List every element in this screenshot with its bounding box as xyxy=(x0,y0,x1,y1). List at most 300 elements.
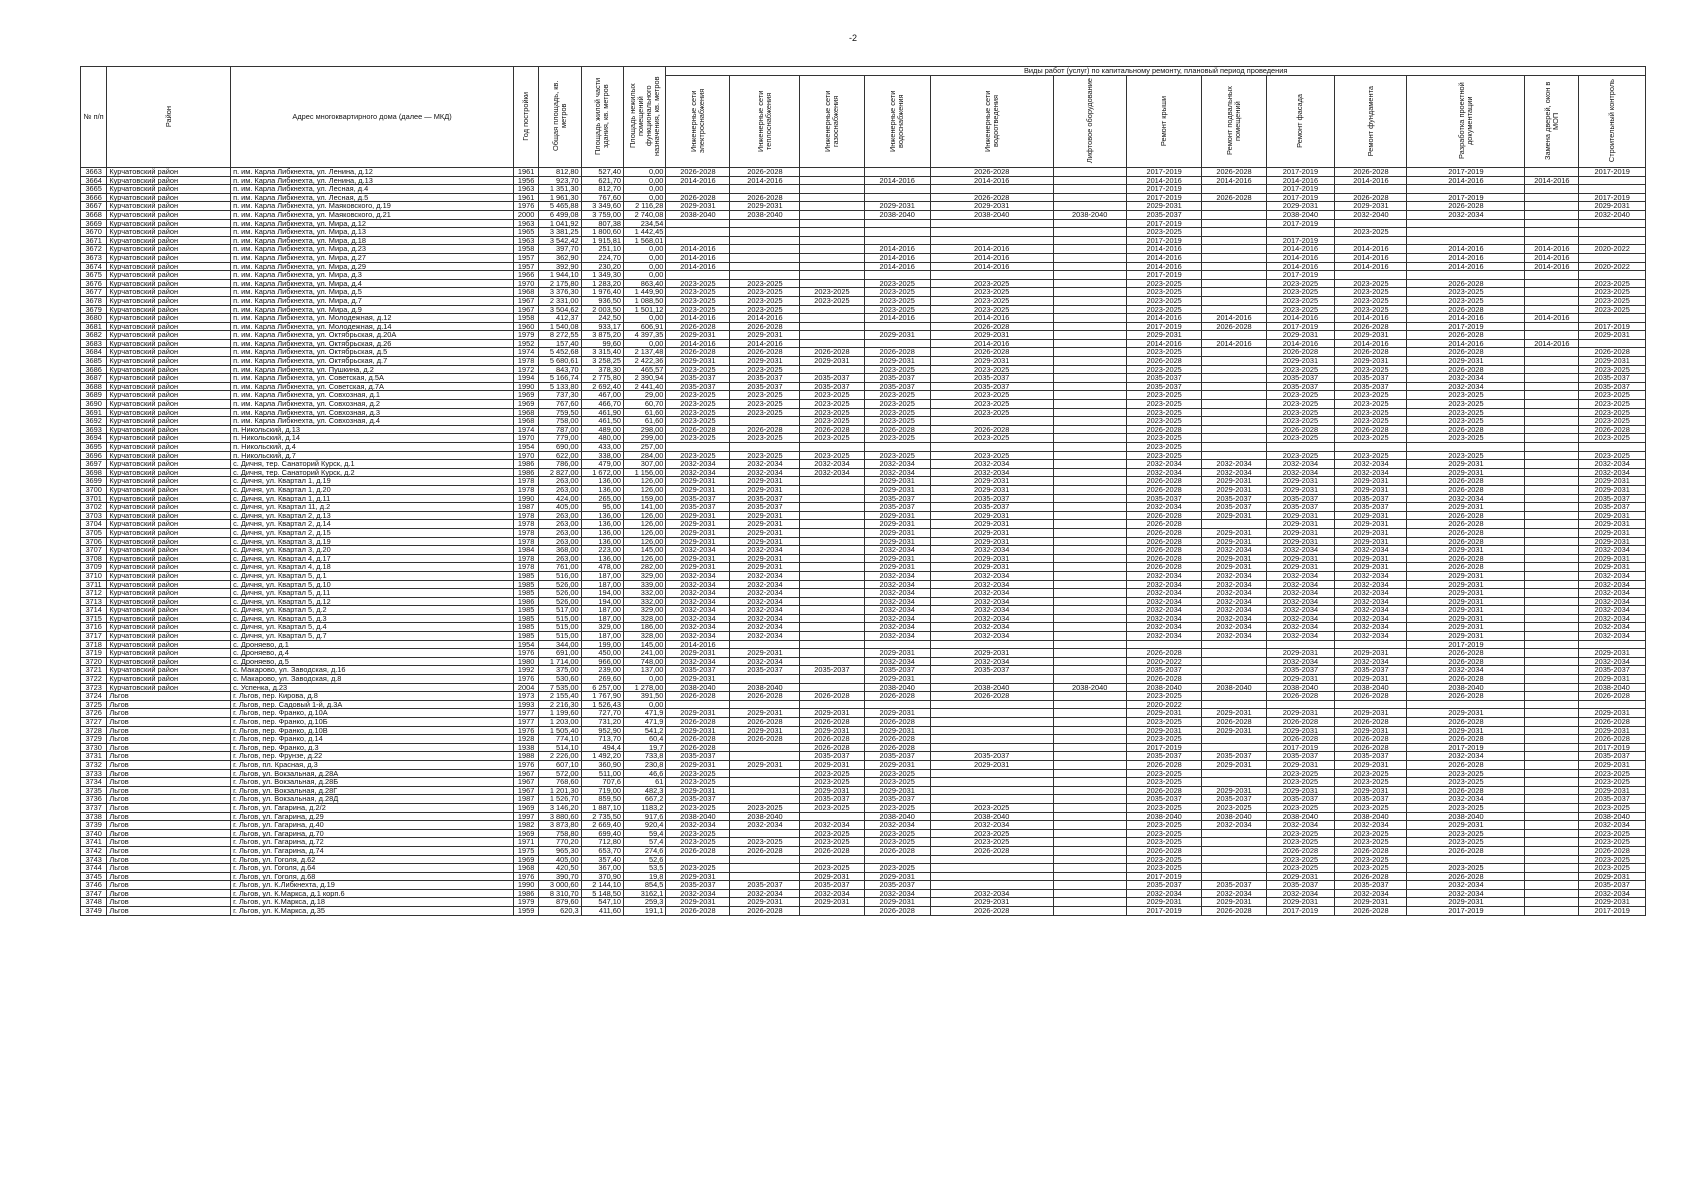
cell-work-period: 2029-2031 xyxy=(864,511,930,520)
cell-total-area: 2 216,30 xyxy=(539,700,581,709)
cell-work-period xyxy=(930,855,1053,864)
cell-work-period: 2029-2031 xyxy=(1266,554,1335,563)
cell-work-period: 2032-2034 xyxy=(730,546,800,555)
cell-work-period: 2026-2028 xyxy=(1579,692,1646,701)
cell-work-period xyxy=(930,640,1053,649)
cell-work-period: 2023-2025 xyxy=(666,838,730,847)
cell-work-period xyxy=(930,709,1053,718)
header-work-type-label: Ремонт крыши xyxy=(1159,95,1169,146)
cell-work-period: 2032-2034 xyxy=(730,614,800,623)
cell-work-period: 2026-2028 xyxy=(1202,193,1266,202)
table-row xyxy=(81,872,1646,881)
cell-work-period xyxy=(1525,443,1579,452)
cell-work-period xyxy=(930,786,1053,795)
cell-address: с. Дроняево, д.1 xyxy=(231,640,514,649)
cell-work-period xyxy=(1525,348,1579,357)
cell-work-period xyxy=(1202,846,1266,855)
cell-work-period: 2014-2016 xyxy=(666,176,730,185)
cell-work-period: 2026-2028 xyxy=(1266,735,1335,744)
cell-work-period xyxy=(800,511,864,520)
cell-work-period xyxy=(800,443,864,452)
cell-district: Курчатовский район xyxy=(107,537,231,546)
cell-address: г. Льгов, ул. Гагарина, д.72 xyxy=(231,838,514,847)
cell-work-period: 2014-2016 xyxy=(1335,176,1407,185)
header-work-type xyxy=(930,76,1053,168)
cell-work-period xyxy=(1053,666,1126,675)
cell-year: 1970 xyxy=(514,451,539,460)
cell-work-period xyxy=(800,528,864,537)
cell-address: с. Дичня, ул. Квартал 1, д.19 xyxy=(231,477,514,486)
cell-num: 3688 xyxy=(81,382,107,391)
cell-year: 1985 xyxy=(514,623,539,632)
cell-work-period xyxy=(1525,580,1579,589)
table-row xyxy=(81,485,1646,494)
table-row xyxy=(81,709,1646,718)
cell-living-area: 933,17 xyxy=(581,322,623,331)
cell-living-area: 367,00 xyxy=(581,864,623,873)
cell-total-area: 8 310,70 xyxy=(539,889,581,898)
cell-year: 1978 xyxy=(514,554,539,563)
cell-work-period: 2026-2028 xyxy=(1202,907,1266,916)
cell-work-period: 2023-2025 xyxy=(930,829,1053,838)
cell-work-period xyxy=(800,262,864,271)
cell-work-period: 2023-2025 xyxy=(1126,400,1202,409)
cell-work-period: 2029-2031 xyxy=(666,726,730,735)
cell-work-period: 2023-2025 xyxy=(1126,408,1202,417)
cell-work-period: 2029-2031 xyxy=(1407,821,1525,830)
cell-work-period: 2026-2028 xyxy=(1407,735,1525,744)
cell-work-period xyxy=(1053,786,1126,795)
cell-district: Курчатовский район xyxy=(107,348,231,357)
table-row xyxy=(81,563,1646,572)
cell-work-period: 2023-2025 xyxy=(666,408,730,417)
cell-work-period: 2029-2031 xyxy=(864,649,930,658)
table-row xyxy=(81,193,1646,202)
cell-num: 3723 xyxy=(81,683,107,692)
cell-work-period: 2029-2031 xyxy=(1579,357,1646,366)
cell-work-period xyxy=(1053,451,1126,460)
cell-work-period: 2032-2034 xyxy=(1579,606,1646,615)
cell-year: 1963 xyxy=(514,219,539,228)
cell-total-area: 263,00 xyxy=(539,477,581,486)
cell-nonliving-area: 1 568,01 xyxy=(623,236,665,245)
cell-work-period xyxy=(1053,881,1126,890)
cell-work-period xyxy=(1335,271,1407,280)
cell-work-period: 2014-2016 xyxy=(1202,314,1266,323)
cell-work-period: 2032-2034 xyxy=(1266,468,1335,477)
cell-work-period xyxy=(1202,872,1266,881)
cell-work-period: 2017-2019 xyxy=(1126,185,1202,194)
table-row xyxy=(81,752,1646,761)
cell-work-period xyxy=(930,864,1053,873)
cell-address: п. им. Карла Либкнехта, ул. Октябрьская, д.26 xyxy=(231,339,514,348)
cell-work-period: 2032-2034 xyxy=(1407,889,1525,898)
cell-work-period xyxy=(730,675,800,684)
cell-living-area: 1 526,43 xyxy=(581,700,623,709)
header-work-type xyxy=(730,76,800,168)
cell-work-period: 2014-2016 xyxy=(1525,176,1579,185)
cell-year: 1985 xyxy=(514,571,539,580)
cell-work-period: 2023-2025 xyxy=(1335,400,1407,409)
cell-work-period xyxy=(800,606,864,615)
cell-work-period xyxy=(1053,752,1126,761)
cell-work-period: 2023-2025 xyxy=(1579,451,1646,460)
cell-work-period xyxy=(1202,331,1266,340)
cell-work-period: 2029-2031 xyxy=(930,485,1053,494)
cell-work-period: 2029-2031 xyxy=(1335,898,1407,907)
cell-work-period xyxy=(864,700,930,709)
cell-work-period: 2029-2031 xyxy=(1407,503,1525,512)
cell-work-period xyxy=(666,855,730,864)
cell-num: 3683 xyxy=(81,339,107,348)
cell-year: 1990 xyxy=(514,494,539,503)
cell-work-period: 2032-2034 xyxy=(1335,623,1407,632)
cell-district: Курчатовский район xyxy=(107,262,231,271)
cell-nonliving-area: 59,4 xyxy=(623,829,665,838)
cell-work-period: 2026-2028 xyxy=(1126,537,1202,546)
cell-nonliving-area: 1 156,00 xyxy=(623,468,665,477)
cell-num: 3682 xyxy=(81,331,107,340)
cell-work-period: 2017-2019 xyxy=(1126,872,1202,881)
cell-work-period xyxy=(1525,778,1579,787)
cell-work-period: 2023-2025 xyxy=(1126,228,1202,237)
cell-work-period: 2032-2034 xyxy=(730,589,800,598)
cell-work-period xyxy=(666,700,730,709)
cell-work-period: 2032-2034 xyxy=(1126,468,1202,477)
cell-work-period: 2035-2037 xyxy=(1579,795,1646,804)
table-row xyxy=(81,417,1646,426)
cell-work-period: 2032-2034 xyxy=(1407,382,1525,391)
cell-work-period: 2032-2034 xyxy=(1266,589,1335,598)
cell-work-period: 2032-2034 xyxy=(1202,580,1266,589)
cell-living-area: 3 759,00 xyxy=(581,210,623,219)
cell-work-period: 2029-2031 xyxy=(1579,477,1646,486)
cell-work-period xyxy=(730,640,800,649)
cell-work-period xyxy=(1202,675,1266,684)
table-row xyxy=(81,460,1646,469)
cell-district: Курчатовский район xyxy=(107,503,231,512)
cell-address: с. Дичня, ул. Квартал 3, д.19 xyxy=(231,537,514,546)
table-header xyxy=(81,67,1646,168)
cell-address: с. Макарово, ул. Заводская, д.8 xyxy=(231,675,514,684)
cell-work-period: 2029-2031 xyxy=(1407,357,1525,366)
cell-district: Курчатовский район xyxy=(107,417,231,426)
cell-work-period: 2032-2034 xyxy=(1407,795,1525,804)
cell-work-period: 2035-2037 xyxy=(930,494,1053,503)
cell-work-period xyxy=(1407,271,1525,280)
cell-work-period xyxy=(1053,477,1126,486)
cell-total-area: 843,70 xyxy=(539,365,581,374)
cell-address: с. Дичня, ул. Квартал 1, д.20 xyxy=(231,485,514,494)
cell-nonliving-area: 339,00 xyxy=(623,580,665,589)
cell-work-period: 2032-2034 xyxy=(930,580,1053,589)
cell-district: Курчатовский район xyxy=(107,443,231,452)
cell-total-area: 515,00 xyxy=(539,623,581,632)
cell-year: 1963 xyxy=(514,185,539,194)
cell-year: 1971 xyxy=(514,838,539,847)
cell-work-period: 2023-2025 xyxy=(730,400,800,409)
cell-work-period xyxy=(1053,485,1126,494)
table-row xyxy=(81,786,1646,795)
table-row xyxy=(81,314,1646,323)
cell-work-period: 2026-2028 xyxy=(1407,846,1525,855)
cell-num: 3741 xyxy=(81,838,107,847)
table-row xyxy=(81,795,1646,804)
header-work-type xyxy=(800,76,864,168)
cell-total-area: 2 155,40 xyxy=(539,692,581,701)
cell-work-period xyxy=(1525,657,1579,666)
cell-work-period: 2029-2031 xyxy=(864,520,930,529)
cell-work-period xyxy=(1335,185,1407,194)
cell-year: 1938 xyxy=(514,743,539,752)
cell-year: 1986 xyxy=(514,889,539,898)
cell-num: 3712 xyxy=(81,589,107,598)
header-work-type xyxy=(666,76,730,168)
cell-work-period: 2029-2031 xyxy=(1202,563,1266,572)
cell-total-area: 3 873,80 xyxy=(539,821,581,830)
cell-work-period: 2035-2037 xyxy=(1266,795,1335,804)
cell-work-period: 2023-2025 xyxy=(1266,296,1335,305)
cell-work-period: 2014-2016 xyxy=(1525,253,1579,262)
cell-work-period: 2029-2031 xyxy=(800,709,864,718)
cell-work-period xyxy=(800,589,864,598)
cell-work-period: 2023-2025 xyxy=(1266,365,1335,374)
cell-num: 3714 xyxy=(81,606,107,615)
cell-work-period xyxy=(1053,228,1126,237)
cell-work-period xyxy=(930,675,1053,684)
cell-work-period xyxy=(1525,666,1579,675)
cell-work-period: 2029-2031 xyxy=(864,786,930,795)
cell-district: Курчатовский район xyxy=(107,400,231,409)
cell-num: 3702 xyxy=(81,503,107,512)
cell-living-area: 269,60 xyxy=(581,675,623,684)
cell-living-area: 6 257,00 xyxy=(581,683,623,692)
cell-work-period: 2029-2031 xyxy=(730,202,800,211)
cell-work-period: 2017-2019 xyxy=(1579,168,1646,177)
cell-total-area: 397,70 xyxy=(539,245,581,254)
cell-work-period: 2032-2034 xyxy=(730,606,800,615)
cell-work-period: 2023-2025 xyxy=(1335,417,1407,426)
cell-work-period xyxy=(1525,193,1579,202)
cell-work-period: 2026-2028 xyxy=(666,692,730,701)
cell-total-area: 424,00 xyxy=(539,494,581,503)
cell-nonliving-area: 126,00 xyxy=(623,554,665,563)
cell-work-period: 2032-2034 xyxy=(1202,460,1266,469)
cell-num: 3703 xyxy=(81,511,107,520)
cell-work-period: 2023-2025 xyxy=(1202,803,1266,812)
cell-work-period: 2029-2031 xyxy=(1335,709,1407,718)
cell-work-period: 2023-2025 xyxy=(666,417,730,426)
cell-nonliving-area: 667,2 xyxy=(623,795,665,804)
cell-total-area: 263,00 xyxy=(539,485,581,494)
cell-work-period: 2032-2034 xyxy=(1202,589,1266,598)
cell-year: 1970 xyxy=(514,434,539,443)
cell-work-period: 2014-2016 xyxy=(1335,253,1407,262)
cell-work-period xyxy=(864,228,930,237)
cell-work-period: 2023-2025 xyxy=(1579,803,1646,812)
cell-work-period xyxy=(864,271,930,280)
header-year xyxy=(514,67,539,168)
cell-work-period: 2026-2028 xyxy=(800,743,864,752)
cell-year: 2000 xyxy=(514,210,539,219)
cell-work-period: 2014-2016 xyxy=(730,339,800,348)
cell-total-area: 3 504,62 xyxy=(539,305,581,314)
cell-district: Льгов xyxy=(107,803,231,812)
cell-work-period: 2035-2037 xyxy=(1579,666,1646,675)
cell-work-period xyxy=(1202,202,1266,211)
cell-work-period: 2017-2019 xyxy=(1407,193,1525,202)
cell-work-period xyxy=(1053,589,1126,598)
cell-work-period xyxy=(1525,185,1579,194)
cell-num: 3744 xyxy=(81,864,107,873)
cell-year: 1982 xyxy=(514,821,539,830)
cell-living-area: 707,6 xyxy=(581,778,623,787)
cell-year: 1976 xyxy=(514,202,539,211)
table-row xyxy=(81,271,1646,280)
cell-work-period xyxy=(1525,434,1579,443)
cell-work-period: 2029-2031 xyxy=(1126,331,1202,340)
cell-num: 3680 xyxy=(81,314,107,323)
cell-work-period: 2026-2028 xyxy=(666,718,730,727)
cell-address: г. Льгов, ул. Гоголя, д.64 xyxy=(231,864,514,873)
cell-work-period xyxy=(1202,778,1266,787)
cell-work-period xyxy=(800,563,864,572)
cell-district: Курчатовский район xyxy=(107,425,231,434)
table-row xyxy=(81,554,1646,563)
cell-work-period xyxy=(1525,417,1579,426)
cell-work-period: 2029-2031 xyxy=(1202,786,1266,795)
cell-work-period: 2029-2031 xyxy=(1335,485,1407,494)
cell-work-period: 2035-2037 xyxy=(864,881,930,890)
cell-work-period: 2026-2028 xyxy=(930,168,1053,177)
cell-nonliving-area: 259,3 xyxy=(623,898,665,907)
cell-year: 1966 xyxy=(514,271,539,280)
cell-year: 1963 xyxy=(514,236,539,245)
cell-work-period: 2014-2016 xyxy=(1407,262,1525,271)
cell-living-area: 187,00 xyxy=(581,606,623,615)
header-work-type xyxy=(1126,76,1202,168)
cell-nonliving-area: 2 390,94 xyxy=(623,374,665,383)
cell-num: 3728 xyxy=(81,726,107,735)
cell-num: 3701 xyxy=(81,494,107,503)
cell-work-period: 2029-2031 xyxy=(1335,760,1407,769)
header-work-type xyxy=(1053,76,1126,168)
cell-work-period: 2029-2031 xyxy=(1335,537,1407,546)
cell-work-period: 2032-2034 xyxy=(864,889,930,898)
cell-work-period: 2026-2028 xyxy=(1407,477,1525,486)
cell-total-area: 879,60 xyxy=(539,898,581,907)
cell-work-period xyxy=(1053,357,1126,366)
cell-address: п. им. Карла Либкнехта, ул. Лесная, д.4 xyxy=(231,185,514,194)
cell-work-period: 2035-2037 xyxy=(1335,374,1407,383)
cell-work-period: 2014-2016 xyxy=(864,314,930,323)
cell-num: 3719 xyxy=(81,649,107,658)
cell-work-period: 2035-2037 xyxy=(1579,881,1646,890)
cell-work-period: 2026-2028 xyxy=(1266,718,1335,727)
cell-work-period xyxy=(1525,803,1579,812)
cell-nonliving-area: 284,00 xyxy=(623,451,665,460)
cell-total-area: 263,00 xyxy=(539,554,581,563)
cell-work-period: 2023-2025 xyxy=(666,769,730,778)
table-row xyxy=(81,494,1646,503)
cell-district: Курчатовский район xyxy=(107,666,231,675)
cell-work-period: 2023-2025 xyxy=(1266,305,1335,314)
cell-work-period xyxy=(800,520,864,529)
cell-work-period: 2035-2037 xyxy=(800,382,864,391)
cell-work-period: 2029-2031 xyxy=(930,357,1053,366)
cell-work-period: 2023-2025 xyxy=(666,864,730,873)
cell-work-period: 2014-2016 xyxy=(864,253,930,262)
cell-work-period xyxy=(864,219,930,228)
cell-work-period: 2029-2031 xyxy=(1266,331,1335,340)
cell-nonliving-area: 298,00 xyxy=(623,425,665,434)
cell-work-period: 2029-2031 xyxy=(1202,537,1266,546)
cell-work-period xyxy=(1579,314,1646,323)
cell-work-period xyxy=(800,554,864,563)
cell-work-period xyxy=(1202,640,1266,649)
cell-work-period: 2032-2034 xyxy=(800,821,864,830)
cell-district: Льгов xyxy=(107,726,231,735)
cell-nonliving-area: 61,60 xyxy=(623,417,665,426)
cell-work-period: 2023-2025 xyxy=(1407,864,1525,873)
cell-work-period: 2029-2031 xyxy=(1266,872,1335,881)
cell-work-period: 2026-2028 xyxy=(1202,322,1266,331)
cell-work-period xyxy=(930,443,1053,452)
cell-work-period xyxy=(1525,881,1579,890)
cell-district: Курчатовский район xyxy=(107,408,231,417)
cell-district: Курчатовский район xyxy=(107,580,231,589)
cell-work-period: 2026-2028 xyxy=(864,425,930,434)
cell-work-period: 2023-2025 xyxy=(930,391,1053,400)
cell-work-period: 2035-2037 xyxy=(1579,382,1646,391)
cell-work-period: 2014-2016 xyxy=(1266,176,1335,185)
cell-living-area: 239,00 xyxy=(581,666,623,675)
cell-work-period: 2023-2025 xyxy=(1335,305,1407,314)
cell-address: г. Льгов, ул. Вокзальная, д.28Б xyxy=(231,778,514,787)
cell-nonliving-area: 541,2 xyxy=(623,726,665,735)
cell-work-period: 2023-2025 xyxy=(800,408,864,417)
cell-living-area: 713,70 xyxy=(581,735,623,744)
cell-work-period: 2032-2034 xyxy=(1335,632,1407,641)
cell-work-period: 2026-2028 xyxy=(864,735,930,744)
cell-work-period: 2035-2037 xyxy=(864,382,930,391)
cell-living-area: 338,00 xyxy=(581,451,623,460)
cell-work-period xyxy=(1202,408,1266,417)
cell-address: с. Дичня, ул. Квартал 1, д.11 xyxy=(231,494,514,503)
cell-work-period xyxy=(1525,743,1579,752)
cell-work-period: 2026-2028 xyxy=(1126,675,1202,684)
cell-work-period: 2026-2028 xyxy=(1126,649,1202,658)
cell-work-period: 2023-2025 xyxy=(930,365,1053,374)
cell-district: Льгов xyxy=(107,889,231,898)
table-row xyxy=(81,210,1646,219)
cell-work-period: 2029-2031 xyxy=(1335,554,1407,563)
cell-work-period: 2023-2025 xyxy=(1126,769,1202,778)
cell-work-period xyxy=(1525,494,1579,503)
cell-work-period xyxy=(1407,236,1525,245)
cell-work-period xyxy=(730,271,800,280)
cell-nonliving-area: 332,00 xyxy=(623,589,665,598)
cell-work-period xyxy=(1525,632,1579,641)
cell-nonliving-area: 863,40 xyxy=(623,279,665,288)
cell-work-period: 2029-2031 xyxy=(1407,632,1525,641)
cell-work-period xyxy=(800,322,864,331)
cell-year: 1978 xyxy=(514,357,539,366)
cell-total-area: 622,00 xyxy=(539,451,581,460)
cell-work-period: 2029-2031 xyxy=(1335,786,1407,795)
cell-total-area: 3 000,60 xyxy=(539,881,581,890)
cell-nonliving-area: 332,00 xyxy=(623,597,665,606)
